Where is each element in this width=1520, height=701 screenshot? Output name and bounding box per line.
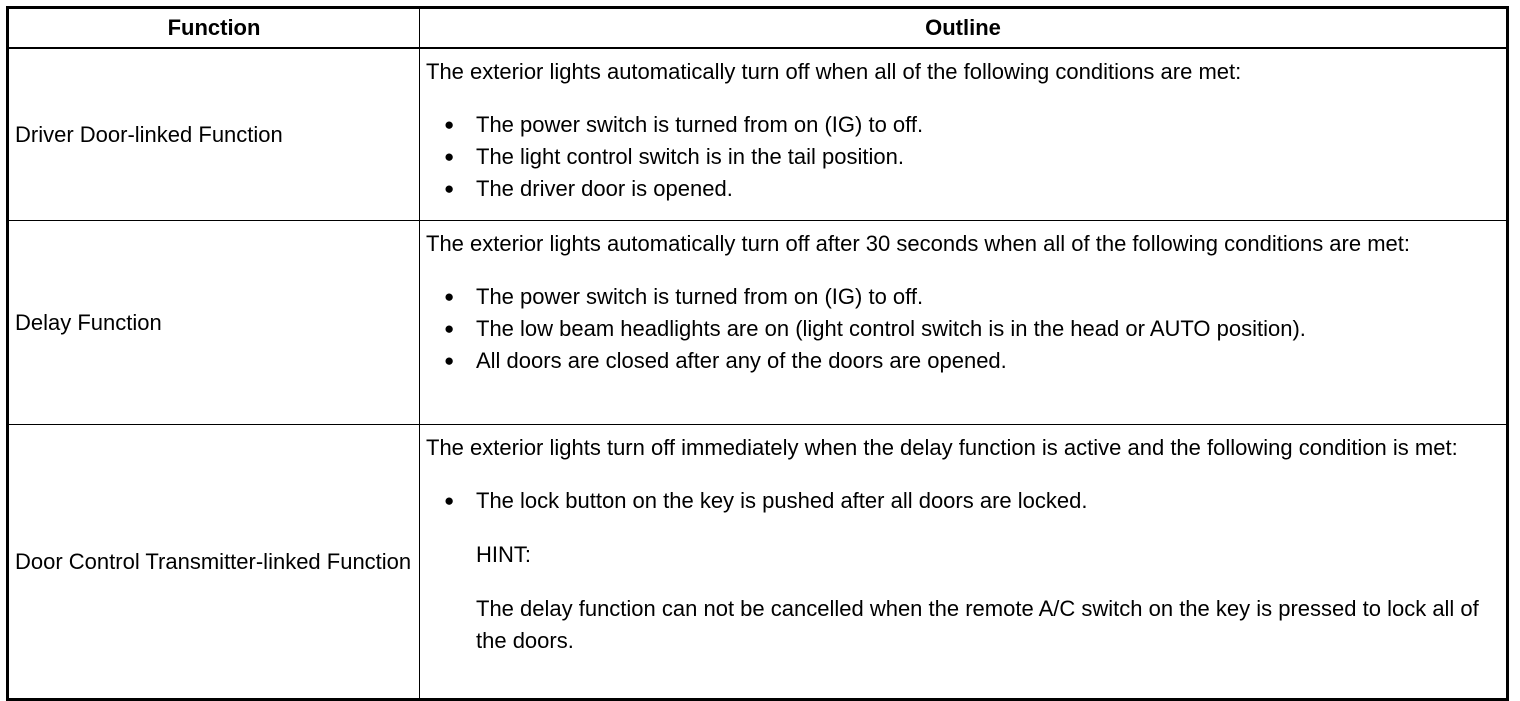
bullet-icon: ●: [444, 287, 455, 306]
condition-item: [444, 313, 1500, 345]
table-row: [8, 221, 1508, 425]
condition-item: [444, 141, 1500, 173]
outline-intro: The exterior lights automatically turn off after 30 seconds when all of the following conditions are met:: [426, 231, 1411, 256]
condition-text: All doors are closed after any of the doors are opened.: [476, 348, 1007, 373]
bullet-icon: ●: [444, 351, 455, 370]
outline-cell: [420, 425, 1508, 700]
table-row: [8, 425, 1508, 700]
condition-list: [426, 485, 1500, 517]
condition-text: The light control switch is in the tail position.: [476, 144, 904, 169]
condition-item: [444, 345, 1500, 377]
bullet-icon: ●: [444, 147, 455, 166]
function-outline-table: [6, 6, 1509, 701]
hint-text: The delay function can not be cancelled when the remote A/C switch on the key is pressed to lock all of the doors.: [476, 596, 1479, 653]
hint-label: HINT:: [476, 542, 531, 567]
bullet-icon: ●: [444, 319, 455, 338]
condition-item: [444, 173, 1500, 205]
outline-intro: The exterior lights turn off immediately when the delay function is active and the following condition is met:: [426, 435, 1458, 460]
bullet-icon: ●: [444, 115, 455, 134]
condition-text: The lock button on the key is pushed after all doors are locked.: [476, 488, 1088, 513]
condition-item: [444, 281, 1500, 313]
function-name-cell: Delay Function: [8, 221, 420, 425]
condition-text: The driver door is opened.: [476, 176, 733, 201]
condition-list: [426, 281, 1500, 377]
bullet-icon: ●: [444, 491, 455, 510]
column-header-function: Function: [8, 8, 420, 49]
condition-text: The power switch is turned from on (IG) to off.: [476, 112, 924, 137]
condition-item: [444, 109, 1500, 141]
table-header-row: [8, 8, 1508, 49]
condition-text: The low beam headlights are on (light control switch is in the head or AUTO position).: [476, 316, 1306, 341]
condition-text: The power switch is turned from on (IG) to off.: [476, 284, 924, 309]
outline-intro: The exterior lights automatically turn off when all of the following conditions are met:: [426, 59, 1242, 84]
outline-cell: [420, 221, 1508, 425]
column-header-outline: Outline: [420, 8, 1508, 49]
function-name-cell: Door Control Transmitter-linked Function: [8, 425, 420, 700]
function-name-cell: Driver Door-linked Function: [8, 48, 420, 221]
condition-list: [426, 109, 1500, 205]
condition-item: [444, 485, 1500, 517]
outline-cell: [420, 48, 1508, 221]
bullet-icon: ●: [444, 179, 455, 198]
table-row: [8, 48, 1508, 221]
